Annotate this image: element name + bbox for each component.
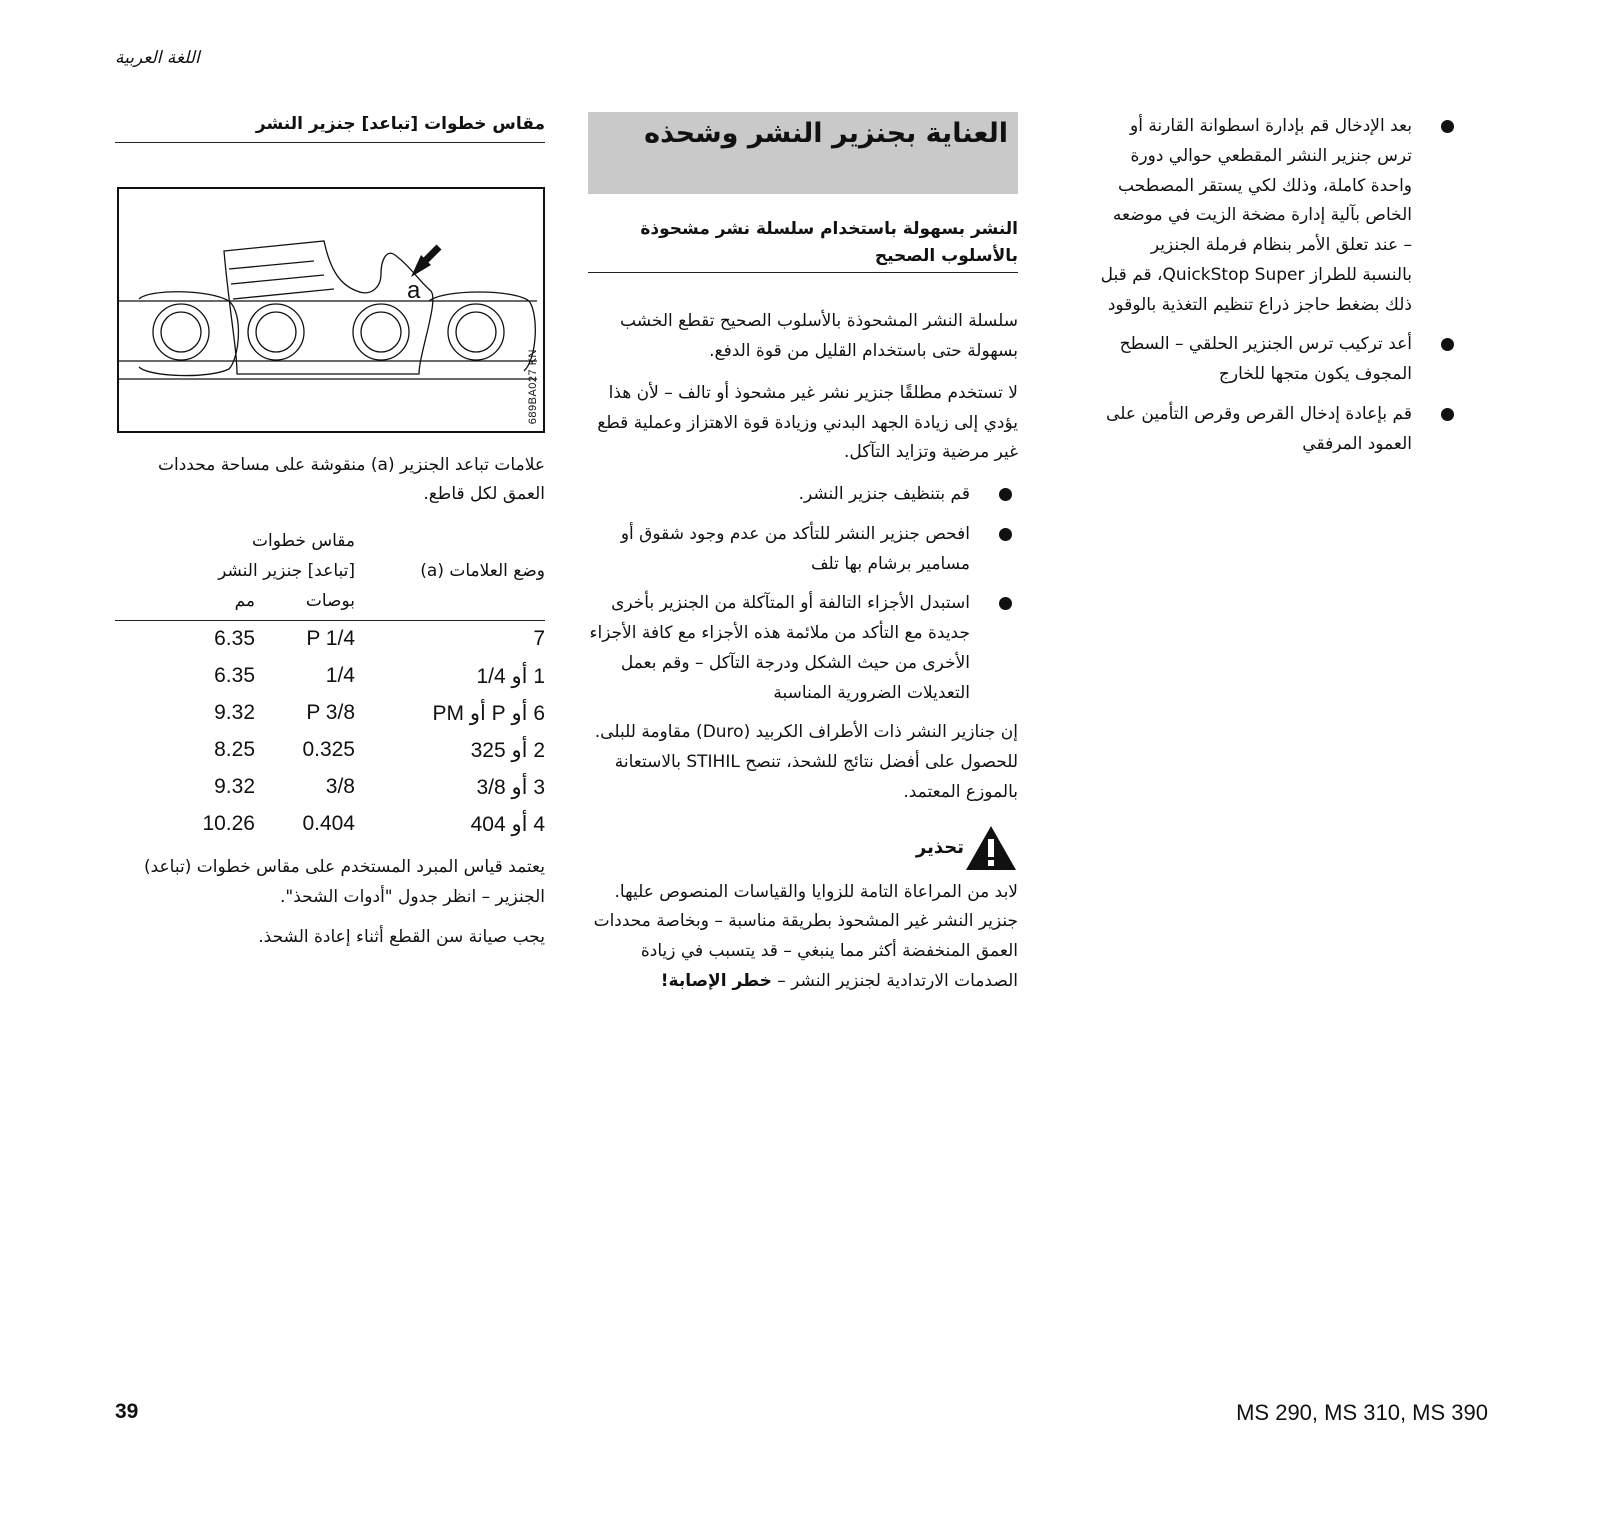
bullet-icon [1441, 120, 1454, 133]
list-item [588, 480, 1018, 510]
mm-cell: 10.26 [202, 812, 255, 835]
figure-caption: علامات تباعد الجنزير (a) منقوشة على مساحة محددات العمق لكل قاطع. [158, 454, 545, 505]
pitch-notes [115, 853, 545, 952]
page-number: 39 [115, 1400, 139, 1423]
pitch-section [115, 112, 545, 962]
installation-steps [1100, 112, 1460, 469]
mm-cell: 6.35 [214, 664, 255, 687]
inch-cell: 0.325 [302, 738, 355, 761]
mark-cell: 4 أو 404 [470, 813, 545, 836]
warning-text [588, 878, 1018, 997]
unit-mm-header: مم [234, 591, 255, 611]
pitch-header-line1: مقاس خطوات [251, 531, 355, 551]
mm-cell: 9.32 [214, 775, 255, 798]
inch-cell: P 1/4 [306, 627, 355, 650]
paragraph: سلسلة النشر المشحوذة بالأسلوب الصحيح تقطع الخشب بسهولة حتى باستخدام القليل من قوة الدفع. [620, 311, 1018, 362]
mm-cell: 8.25 [214, 738, 255, 761]
language-label: اللغة العربية [115, 48, 200, 68]
list-item-text: أعد تركيب ترس الجنزير الحلقي – السطح المجوف يكون متجها للخارج [1119, 334, 1412, 384]
warning-body: لابد من المراعاة التامة للزوايا والقياسات المنصوص عليها. جنزير النشر غير المشحوذ بطريقة مناسبة – وبخاصة محددات العمق المنخفضة أكثر مما ينبغي – قد يتسبب في زيادة الصدمات الارتدادية لجنزير النشر – [593, 881, 1018, 991]
mark-cell: 6 أو P أو PM [432, 702, 545, 725]
mark-cell: 7 [533, 627, 545, 650]
mark-cell: 2 أو 325 [470, 739, 545, 762]
sub-title: النشر بسهولة باستخدام سلسلة نشر مشحوذة بالأسلوب الصحيح [588, 216, 1018, 273]
table-header [115, 524, 545, 621]
table-row [115, 732, 545, 769]
inch-cell: 0.404 [302, 812, 355, 835]
paragraph: لا تستخدم مطلقًا جنزير نشر غير مشحوذ أو تالف – لأن هذا يؤدي إلى زيادة الجهد البدني وزيادة قوة الاهتزاز وعملية قطع غير مرضية وتزايد التآكل. [597, 382, 1018, 463]
table-row [115, 769, 545, 806]
list-item-text: قم بإعادة إدخال القرص وقرص التأمين على العمود المرفقي [1106, 403, 1412, 454]
unit-inch-header: بوصات [305, 591, 355, 611]
list-item [1100, 400, 1460, 460]
paragraph: إن جنازير النشر ذات الأطراف الكربيد (Duro) مقاومة للبلى. للحصول على أفضل نتائج للشحذ، تنصح STIHIL بالاستعانة بالموزع المعتمد. [594, 722, 1018, 802]
note-file-size: يعتمد قياس المبرد المستخدم على مقاس خطوات (تباعد) الجنزير – انظر جدول "أدوات الشحذ". [143, 857, 545, 907]
list-item-text: افحص جنزير النشر للتأكد من عدم وجود شقوق أو مسامير برشام بها تلف [620, 523, 970, 574]
chain-care-section [588, 112, 1018, 1009]
bullet-icon [1441, 338, 1454, 351]
figure-code: 689BA027 KN [527, 349, 539, 425]
pitch-section-title: مقاس خطوات [تباعد] جنزير النشر [115, 112, 545, 143]
inch-cell: P 3/8 [306, 701, 355, 724]
list-item-text: استبدل الأجزاء التالفة أو المتآكلة من الجنزير بأخرى جديدة مع التأكد من ملائمة هذه الأجزاء مع كافة الأجزاء الأخرى من حيث الشكل ودرجة التآكل – وقم بعمل التعديلات الضرورية المناسبة [589, 593, 970, 703]
warning-triangle-icon [964, 824, 1018, 872]
list-item [1100, 330, 1460, 390]
list-item-text: بعد الإدخال قم بإدارة اسطوانة القارنة أو ترس جنزير النشر المقطعي حوالي دورة واحدة كاملة، وذلك لكي يستقر المصطحب الخاص بآلية إدارة مضخة الزيت في موضعه – عند تعلق الأمر بنظام فرملة الجنزير بالنسبة للطراز QuickStop Super، قم قبل ذلك بضغط حاجز ذراع تنظيم التغذية بالوقود [1100, 116, 1412, 315]
table-row [115, 806, 545, 843]
page-title: العناية بجنزير النشر وشحذه [588, 112, 1018, 194]
model-list: MS 290, MS 310, MS 390 [1236, 1400, 1488, 1425]
warning-heading [588, 824, 1018, 872]
chain-pitch-figure [117, 187, 545, 433]
arrow-icon [411, 247, 439, 277]
chain-illustration [119, 189, 543, 431]
marks-column-header: وضع العلامات (a) [420, 561, 545, 581]
installation-bullet-list [1100, 112, 1460, 459]
mark-cell: 1 أو 1/4 [476, 665, 545, 688]
bullet-icon [999, 488, 1012, 501]
care-bullet-list [588, 480, 1018, 708]
mm-cell: 9.32 [214, 701, 255, 724]
figure-label-a: a [407, 276, 421, 304]
inch-cell: 3/8 [325, 775, 355, 798]
list-item [1100, 112, 1460, 320]
list-item [588, 520, 1018, 580]
mm-cell: 6.35 [214, 627, 255, 650]
list-item-text: قم بتنظيف جنزير النشر. [798, 484, 970, 505]
list-item [588, 589, 1018, 708]
table-row [115, 695, 545, 732]
chain-care-body [588, 307, 1018, 996]
pitch-table [115, 524, 545, 843]
bullet-icon [1441, 408, 1454, 421]
pitch-header-line2: [تباعد] جنزير النشر [218, 561, 355, 581]
inch-cell: 1/4 [325, 664, 355, 687]
table-row [115, 621, 545, 658]
note-maintenance: يجب صيانة سن القطع أثناء إعادة الشحذ. [258, 926, 545, 947]
warning-danger: خطر الإصابة! [660, 970, 772, 991]
warning-label: تحذير [915, 837, 964, 859]
bullet-icon [999, 597, 1012, 610]
bullet-icon [999, 528, 1012, 541]
table-row [115, 658, 545, 695]
mark-cell: 3 أو 3/8 [476, 776, 545, 799]
